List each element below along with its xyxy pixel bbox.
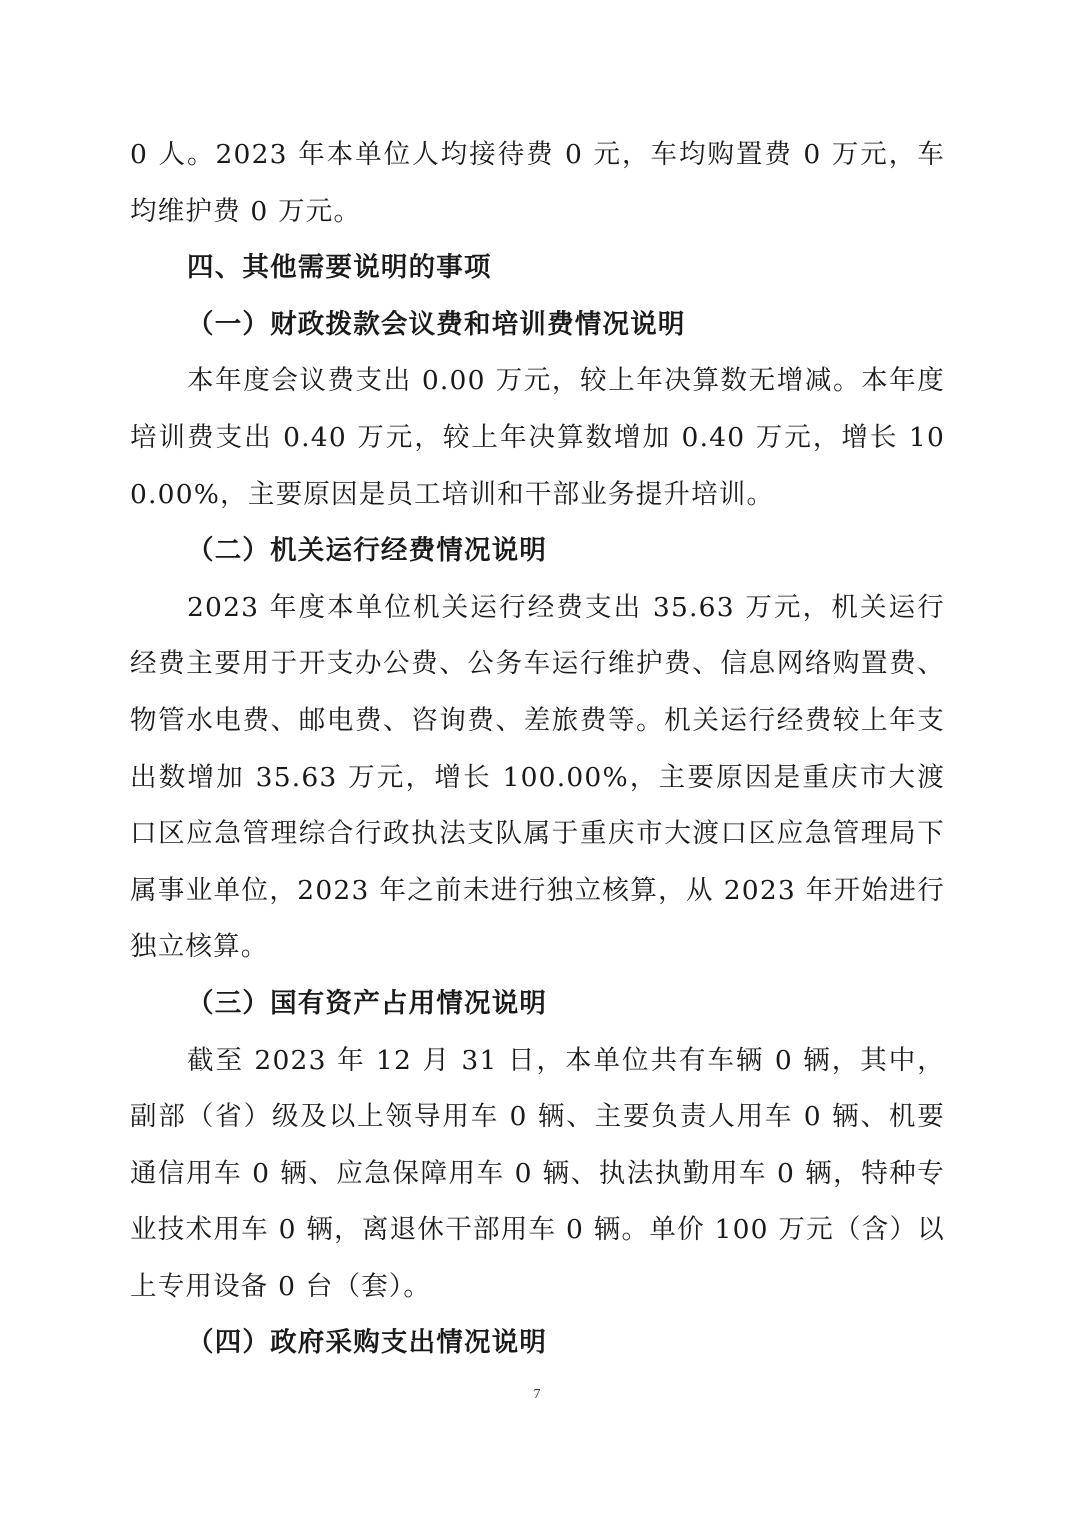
paragraph-continuation: 0 人。2023 年本单位人均接待费 0 元，车均购置费 0 万元，车均维护费 0 万元。 [130, 139, 945, 227]
page-number: 7 [533, 1387, 541, 1402]
section-heading-4: 四、其他需要说明的事项 [187, 252, 492, 284]
subsection-heading-2: （二）机关运行经费情况说明 [187, 535, 548, 567]
document-page [130, 127, 945, 1372]
subsection-body-1: 本年度会议费支出 0.00 万元，较上年决算数无增减。本年度培训费支出 0.40 万元，较上年决算数增加 0.40 万元，增长 100.00%，主要原因是员工培训和干部业务提升培训。 [130, 365, 945, 510]
subsection-body-2: 2023 年度本单位机关运行经费支出 35.63 万元，机关运行经费主要用于开支办公费、公务车运行维护费、信息网络购置费、物管水电费、邮电费、咨询费、差旅费等。机关运行经费较上年支出数增加 35.63 万元，增长 100.00%，主要原因是重庆市大渡口区应急管理综合行政执法支队属于重庆市大渡口区应急管理局下属事业单位，2023 年之前未进行独立核算，从 2023 年开始进行独立核算。 [130, 591, 945, 963]
subsection-heading-1: （一）财政拨款会议费和培训费情况说明 [187, 308, 686, 340]
subsection-body-3: 截至 2023 年 12 月 31 日，本单位共有车辆 0 辆，其中，副部（省）级及以上领导用车 0 辆、主要负责人用车 0 辆、机要通信用车 0 辆、应急保障用车 0 辆、执法执勤用车 0 辆，特种专业技术用车 0 辆，离退休干部用车 0 辆。单价 100 万元（含）以上专用设备 0 台（套）。 [130, 1044, 945, 1302]
subsection-heading-3: （三）国有资产占用情况说明 [187, 987, 548, 1019]
subsection-heading-4: （四）政府采购支出情况说明 [187, 1327, 548, 1359]
